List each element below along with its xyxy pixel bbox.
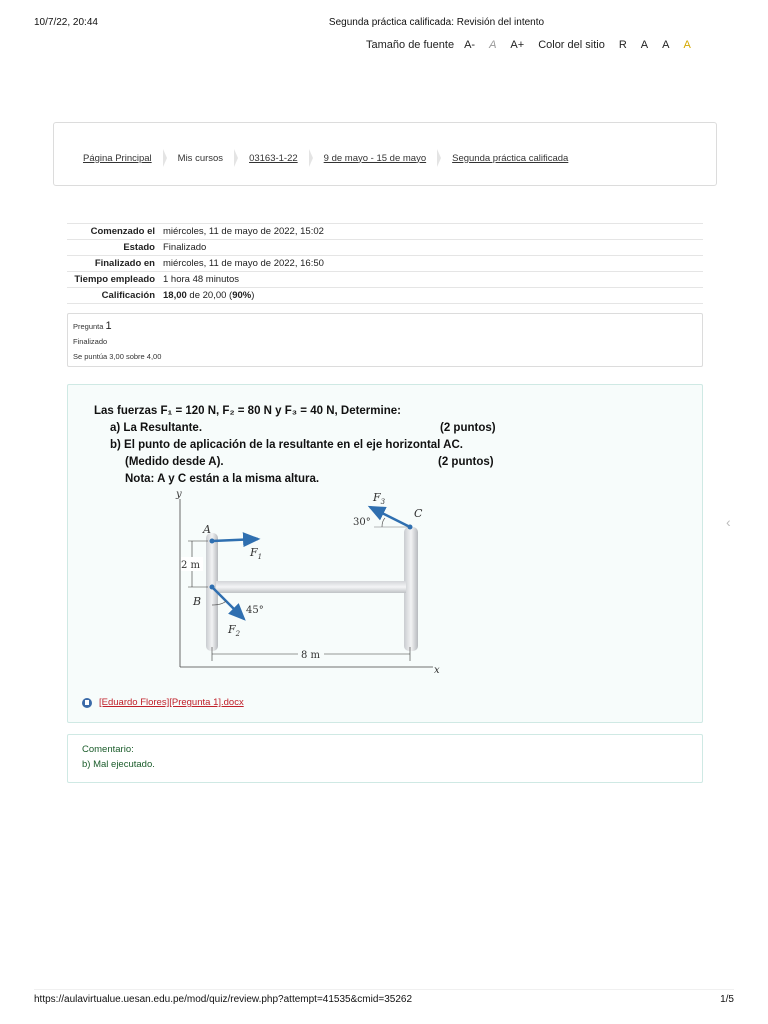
summary-label-time: Tiempo empleado	[74, 274, 155, 285]
point-c-marker	[408, 525, 413, 530]
post-right	[404, 527, 418, 651]
question-line-1: Las fuerzas F₁ = 120 N, F₂ = 80 N y F₃ = 40 N, Determine:	[94, 405, 401, 417]
y-axis-label: y	[176, 489, 182, 500]
point-b-marker	[210, 585, 215, 590]
breadcrumb-week[interactable]: 9 de mayo - 15 de mayo	[323, 152, 427, 164]
label-f1-sub: 1	[257, 553, 263, 561]
question-line-2-points: (2 puntos)	[440, 422, 496, 434]
font-increase-button[interactable]: A+	[510, 39, 525, 51]
color-option-a2[interactable]: A	[662, 39, 670, 51]
color-option-r[interactable]: R	[618, 39, 627, 51]
question-line-3: b) El punto de aplicación de la resultante en el eje horizontal AC.	[110, 439, 463, 451]
print-header	[0, 17, 768, 31]
print-title: Segunda práctica calificada: Revisión del intento	[328, 17, 545, 28]
breadcrumb-separator	[437, 149, 441, 167]
summary-row	[67, 288, 703, 304]
summary-value-grade	[163, 288, 703, 304]
label-a: A	[203, 523, 211, 536]
question-number: 1	[105, 320, 112, 332]
footer-url: https://aulavirtualue.uesan.edu.pe/mod/quiz/review.php?attempt=41535&cmid=35262	[34, 994, 413, 1005]
breadcrumb-my-courses[interactable]: Mis cursos	[177, 152, 224, 164]
breadcrumb-container	[53, 122, 717, 186]
label-f1-main: F	[250, 546, 258, 559]
print-footer	[0, 994, 768, 1008]
breadcrumb-separator	[309, 149, 313, 167]
font-size-label: Tamaño de fuente	[366, 39, 455, 51]
footer-divider	[34, 989, 734, 990]
breadcrumb-course[interactable]: 03163-1-22	[249, 152, 298, 164]
attempt-summary-table	[67, 223, 703, 304]
label-f1	[249, 546, 262, 561]
breadcrumb-quiz[interactable]: Segunda práctica calificada	[452, 152, 569, 164]
label-f3	[372, 491, 386, 506]
color-option-a1[interactable]: A	[640, 39, 649, 51]
grade-close: )	[251, 290, 255, 301]
footer-page-number: 1/5	[720, 994, 734, 1005]
print-datetime: 10/7/22, 20:44	[34, 17, 98, 28]
comment-text: b) Mal ejecutado.	[82, 759, 155, 770]
label-f2	[227, 623, 241, 638]
beam	[216, 581, 406, 593]
comment-box	[67, 734, 703, 783]
label-dim-2m: 2 m	[181, 560, 201, 571]
grade-of: de 20,00 (	[189, 290, 233, 301]
question-line-4-wrap	[94, 454, 494, 471]
label-f2-sub: 2	[235, 630, 241, 638]
question-text	[94, 403, 496, 488]
grade-percent: 90%	[232, 290, 252, 301]
x-axis-label: x	[434, 665, 440, 676]
summary-row	[67, 272, 703, 288]
attachment	[82, 697, 244, 708]
summary-value-time: 1 hora 48 minutos	[163, 274, 240, 285]
attachment-link[interactable]: [Eduardo Flores][Pregunta 1].docx	[99, 697, 244, 708]
font-decrease-button[interactable]: A-	[464, 39, 476, 51]
question-grade: Se puntúa 3,00 sobre 4,00	[73, 352, 162, 361]
label-angle-30: 30°	[353, 517, 371, 528]
label-c: C	[414, 507, 423, 520]
label-dim-8m: 8 m	[301, 650, 321, 661]
question-content	[67, 384, 703, 723]
force-f3-arrow	[370, 507, 410, 527]
color-option-a3[interactable]: A	[683, 39, 691, 51]
accessibility-bar	[366, 37, 705, 53]
question-line-4: (Medido desde A).	[125, 456, 224, 468]
force-diagram	[168, 489, 458, 679]
question-state: Finalizado	[73, 337, 108, 346]
summary-row	[67, 224, 703, 240]
summary-label-finished: Finalizado en	[94, 258, 155, 269]
question-line-5: Nota: A y C están a la misma altura.	[125, 473, 320, 485]
question-label: Pregunta	[73, 322, 104, 331]
question-info	[67, 313, 703, 367]
breadcrumb	[83, 149, 568, 167]
label-f3-sub: 3	[380, 498, 386, 506]
chevron-left-icon[interactable]: ‹	[726, 514, 731, 530]
question-line-4-points: (2 puntos)	[438, 456, 494, 468]
document-icon	[82, 698, 92, 708]
angle-30-arc	[382, 518, 385, 527]
summary-label-grade: Calificación	[101, 290, 155, 301]
label-angle-45: 45°	[246, 605, 264, 616]
summary-label-started: Comenzado el	[90, 226, 155, 237]
font-normal-button[interactable]: A	[489, 39, 497, 51]
question-line-2: a) La Resultante.	[110, 422, 203, 434]
site-color-label: Color del sitio	[538, 39, 605, 51]
point-a-marker	[210, 539, 215, 544]
force-f1-arrow	[212, 539, 258, 541]
summary-value-finished: miércoles, 11 de mayo de 2022, 16:50	[163, 258, 324, 269]
summary-value-state: Finalizado	[163, 242, 207, 253]
breadcrumb-separator	[163, 149, 167, 167]
summary-label-state: Estado	[123, 242, 155, 253]
question-line-2-wrap	[94, 420, 496, 437]
comment-label: Comentario:	[82, 744, 134, 755]
breadcrumb-home[interactable]: Página Principal	[83, 152, 152, 164]
summary-row	[67, 240, 703, 256]
breadcrumb-separator	[234, 149, 238, 167]
grade-score: 18,00	[163, 290, 187, 301]
label-b: B	[193, 595, 202, 608]
label-f3-main: F	[373, 491, 381, 504]
label-f2-main: F	[228, 623, 236, 636]
summary-row	[67, 256, 703, 272]
summary-value-started: miércoles, 11 de mayo de 2022, 15:02	[163, 226, 324, 237]
